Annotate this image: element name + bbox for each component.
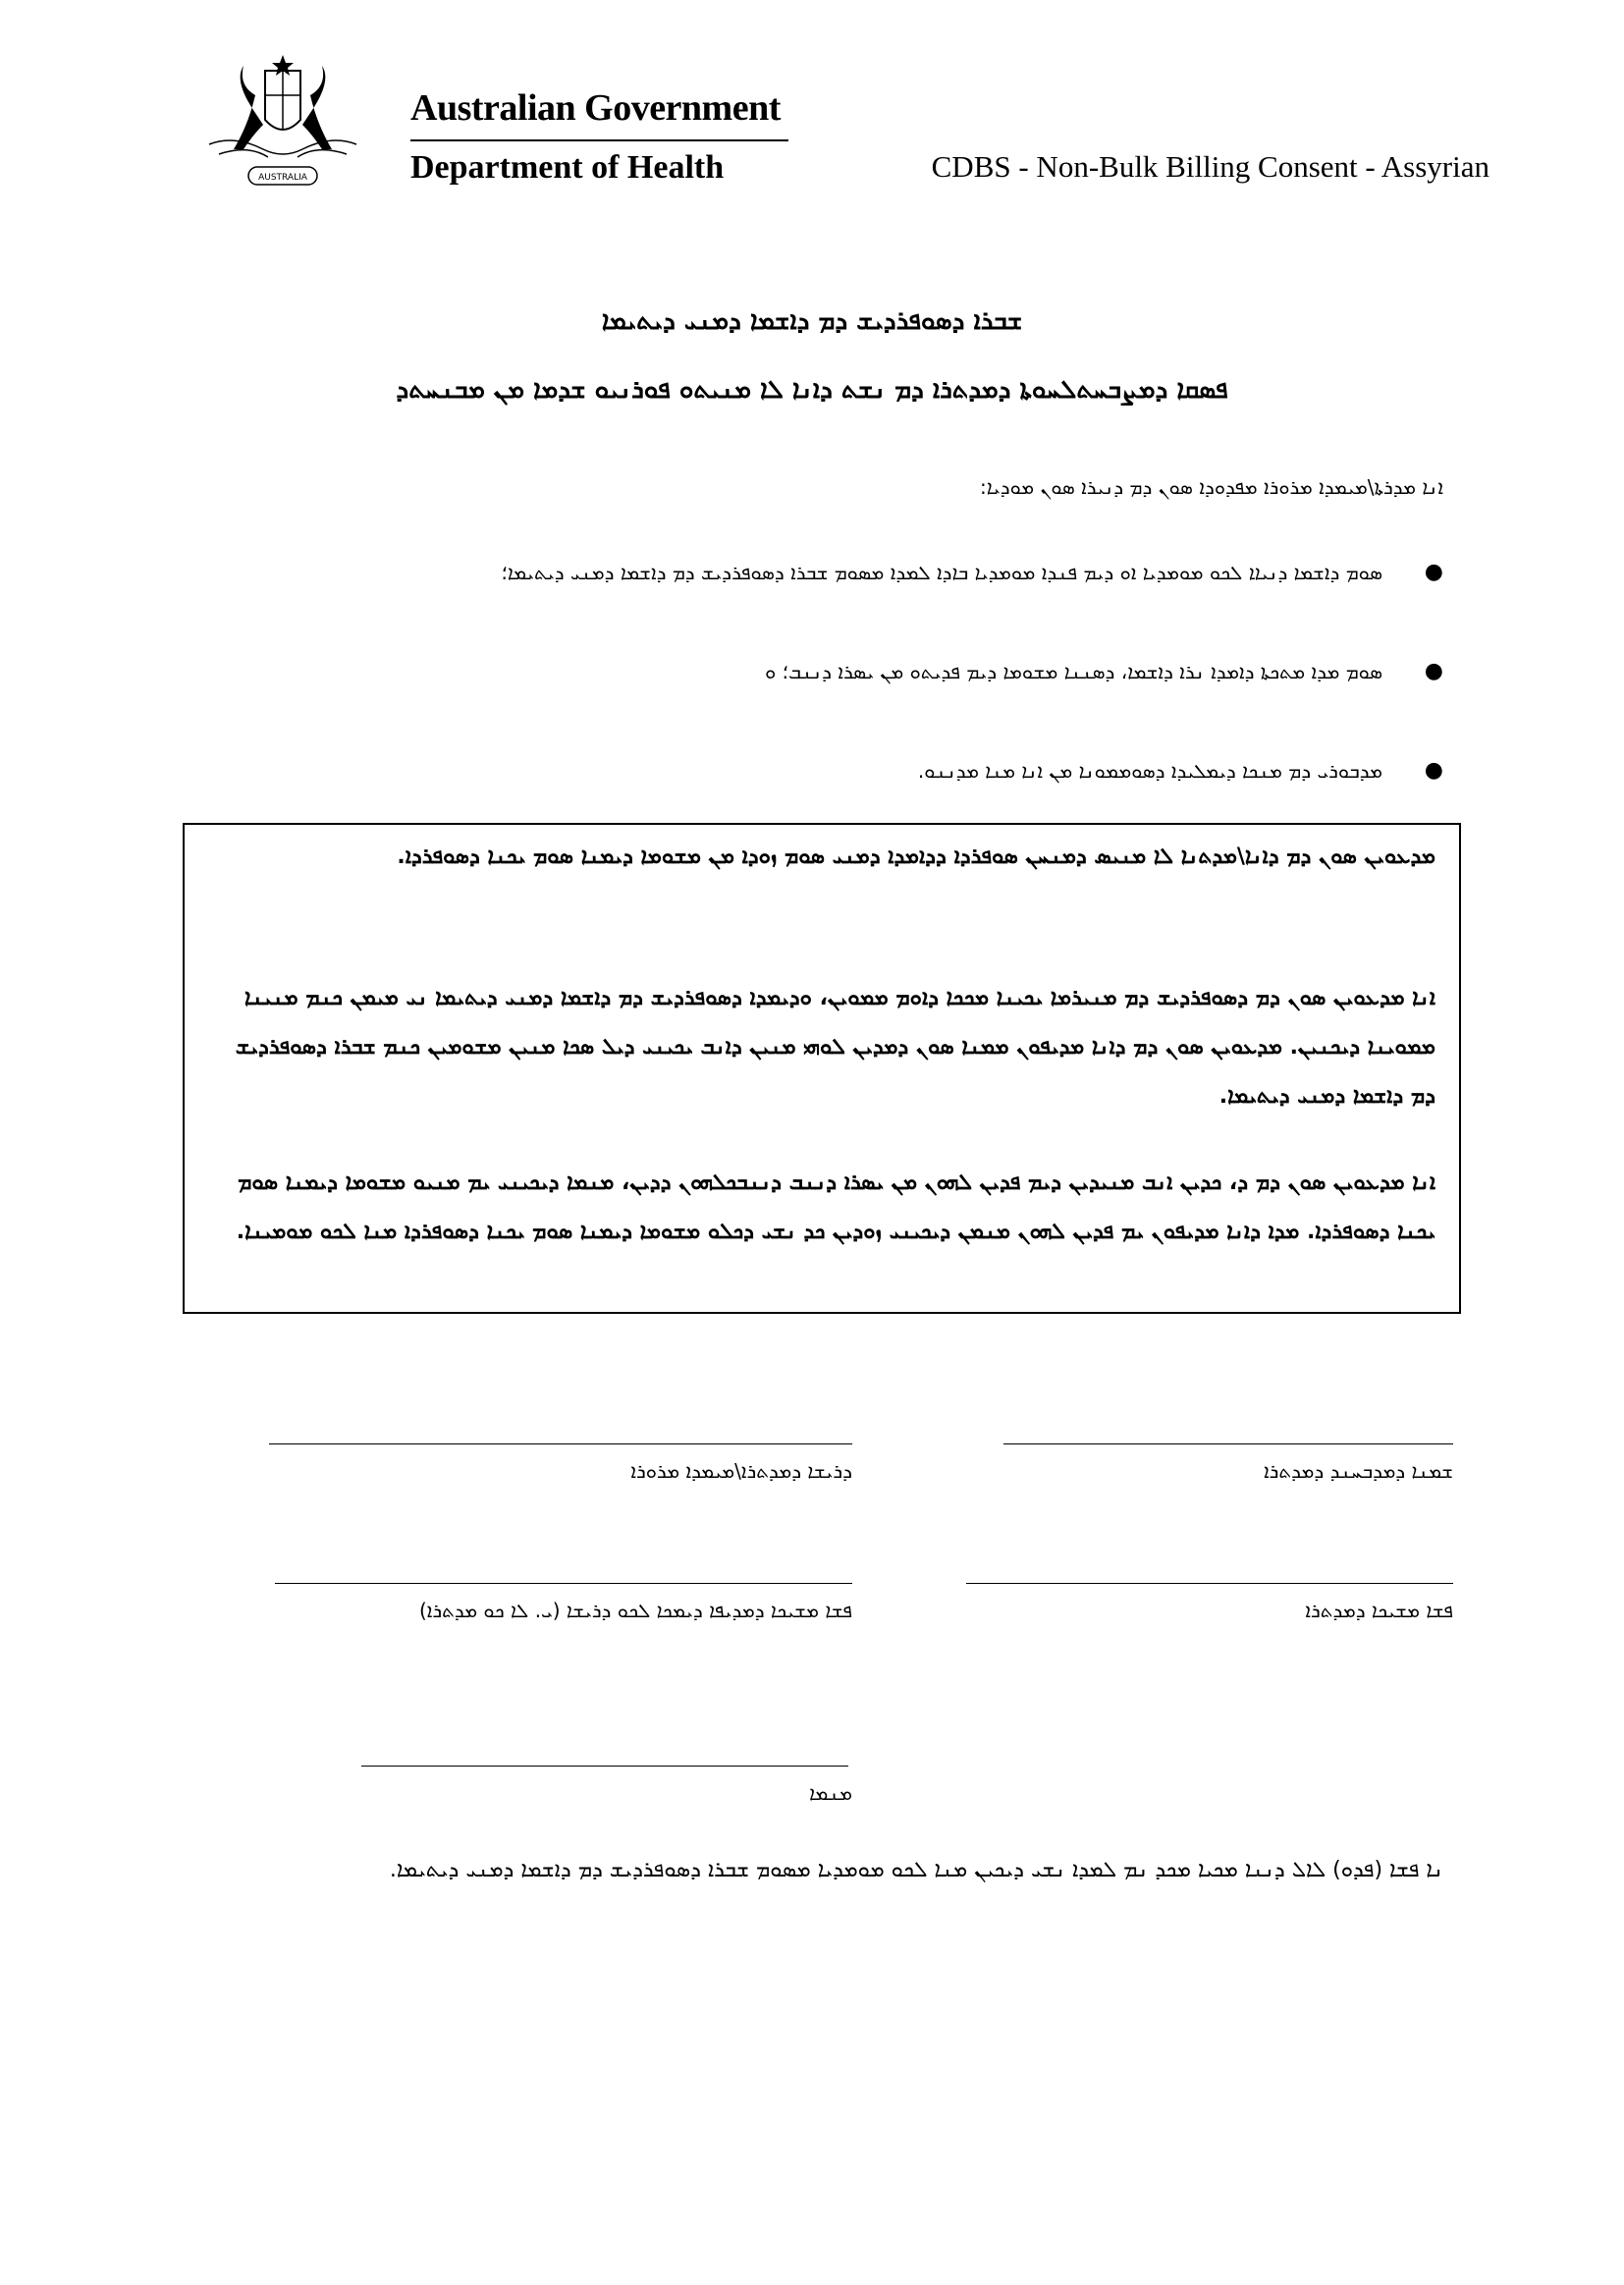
list-item [167, 756, 1443, 787]
footer-note: ܢܐ ܦܫܐ (ܦܕܘ) ܠܐܠ ܕܢܢܐ ܡܟܝܐ ܡܟܕ ܢܡ ܠܡܕܐ ܢܫܝ ܕܝܟܝܢ ܡܢܐ ܠܟܘ ܡܘܡܕܝܐ ܡܣܘܡ ܫܒܪܐ ܕܣܘܦܪܕܝܫ ܕܡ ܕܐܫܡܐ ܕܡܢܝ ܕܝܬܝܡܐ. [389, 1858, 1443, 1882]
department-name: Department of Health [410, 149, 725, 186]
notice-paragraph-3: ܐܢܐ ܡܕܥܘܝܢ ܣܘܢ ܕܡ ܕ، ܟܕܝܢ ܐܢܒ ܡܢܝܕܝܢ ܕܝܡ ܦܕܝܢ ܠܗܘܢ ܡܢ ܝܣܪܐ ܕܢܢܒ ܕܢܢܒܟܠܗܘܢ ܕܕܝܢ، ܡܢܡܐ ܕܝܟܝܢܝ ܝܡ ܡܢܝܘ ܡܫܘܡܐ ܕܝܡܢܐ ܣܘܡ ܝܟܢܐ ܕܣܘܦܪܕܐ. ܡܕܐ ܕܐܢܐ ܡܕܝܦܘܢ ܝܡ ܦܕܝܢ ܠܗܘܢ ܡܢܡܢ ܕܝܟܝܢܝ ܙܘܕܝܢ ܟܕ ܢܫܝ ܕܟܠܘ ܡܫܘܡܐ ܕܝܡܢܐ ܣܘܡ ܝܟܢܐ ܕܣܘܦܪܕܐ ܡܢܐ ܠܟܘ ܡܘܡܝܢܐ. [236, 1170, 1435, 1244]
patient-name-label: ܦܫܐ ܡܫܝܟܐ ܕܡܕܬܪܐ [1305, 1599, 1453, 1622]
bullet-text: ܣܘܡ ܕܐܫܡܐ ܕܢܝܐܐ ܠܟܘ ܡܘܡܕܝܐ ܐܘ ܕܝܡ ܦܢܕܐ ܡܘܡܕܝܐ ܒܐܕܐ ܠܡܕܐ ܡܣܘܡ ܫܒܪܐ ܕܣܘܦܪܕܝܫ ܕܡ ܕܐܫܡܐ ܕܡܢܝ ܕܝܬܝܡܐ؛ [501, 561, 1382, 584]
bullet-text: ܣܘܡ ܡܕܐ ܡܬܟܬܐ ܕܐܡܕܐ ܢܪܐ ܕܐܫܡܐ، ܕܣܢܢܐ ܡܫܘܡܐ ܕܝܡ ܦܕܝܬܘ ܡܢ ܝܣܪܐ ܕܢܢܒ؛ ܘ [765, 660, 1382, 683]
notice-paragraph-2: ܐܢܐ ܡܕܥܘܝܢ ܣܘܢ ܕܡ ܕܣܘܦܪܕܝܫ ܕܡ ܡܢܝܪܡܐ ܝܟܝܢܐ ܡܟܟܐ ܕܐܘܡ ܡܡܘܝܢ، ܘܕܝܡܕܐ ܕܣܘܦܪܕܝܫ ܕܡ ܕܐܫܡܐ ܕܡܢܝ ܕܝܬܝܡܐ ܢܝ ܡܝܡܢ ܟܢܡ ܡܢܝܢܐ ܡܡܘܝܢܐ ܕܝܟܢܝܢ. ܡܕܥܘܝܢ ܣܘܢ ܕܡ ܕܐܢܐ ܡܕܝܦܘܢ ܡܡܢܐ ܣܘܢ ܕܡܕܝܢ ܠܘܗܝ ܡܢܝܢ ܕܐܢܒ ܝܟܝܢܝ ܕܝܠ ܣܟܐ ܡܢܝܢ ܡܫܘܡܝܢ ܟܢܡ ܫܒܪܐ ܕܣܘܦܪܕܝܫ ܕܡ ܕܐܫܡܐ ܕܡܢܝ ܕܝܬܝܡܐ. [235, 986, 1435, 1109]
patient-name-line[interactable] [966, 1583, 1453, 1584]
government-name: Australian Government [410, 87, 781, 129]
guardian-name-label: ܦܫܐ ܡܫܝܟܐ ܕܡܕܝܦܐ ܕܝܡܟܐ ܠܟܘ ܕܪܝܫܐ (ܝ. ܠܐ ܟܘ ܡܕܬܪܐ) [418, 1599, 852, 1622]
bullet-icon: ● [1424, 659, 1443, 683]
patient-signature-label: ܕܪܝܫܐ ܕܡܕܬܪܐ\ܡܝܡܕܐ ܡܪܘܪܐ [630, 1459, 852, 1483]
guardian-name-line[interactable] [275, 1583, 852, 1584]
page-subtitle: ܦܣܩܐ ܕܡܨܒܚܬܠܚܘܬܐ ܕܡܕܬܪܐ ܕܡ ܢܫܬ ܕܐܢܐ ܠܐ ܡܢܝܬܘ ܦܘܪܢܝܘ ܫܕܡܐ ܡܢ ܡܒܢܚܬܕ [396, 375, 1228, 405]
svg-text:AUSTRALIA: AUSTRALIA [258, 173, 307, 183]
page-title: ܫܒܪܐ ܕܣܘܦܪܕܝܫ ܕܡ ܕܐܫܡܐ ܕܡܢܝ ܕܝܬܝܡܐ [601, 306, 1023, 336]
patient-signature-line[interactable] [269, 1443, 852, 1444]
bullet-icon: ● [1424, 560, 1443, 584]
list-item [167, 657, 1443, 687]
consent-bullet-list [167, 558, 1443, 855]
intro-statement: ܐܢܐ ܡܕܪܬܐ\ܡܝܡܕܐ ܡܪܘܪܐ ܡܦܕܘܕܐ ܣܘܢ ܕܡ ܕܢܝܪܐ ܣܘܢ ܡܘܕܝܐ: [980, 475, 1443, 499]
provider-name-label: ܫܡܢܐ ܕܡܕܒܚܢܕ ܕܡܕܬܪܐ [1264, 1459, 1453, 1483]
coat-of-arms-icon [194, 51, 371, 196]
date-line[interactable] [361, 1766, 848, 1767]
document-id: CDBS - Non-Bulk Billing Consent - Assyrian [931, 149, 1489, 184]
provider-name-line[interactable] [1003, 1443, 1453, 1444]
list-item [167, 558, 1443, 588]
notice-box [183, 823, 1461, 1314]
bullet-icon: ● [1424, 758, 1443, 783]
notice-paragraph-1: ܡܕܥܘܝܢ ܣܘܢ ܕܡ ܕܐܢܐ\ܡܕܬܢܐ ܠܐ ܡܢܝܣ ܕܡܢܚܢ ܣܘܦܪܕܐ ܕܕܐܡܕܐ ܕܡܢܝ ܣܘܡ ܙܘܕܐ ܡܢ ܡܫܘܡܐ ܕܝܡܢܐ ܣܘܡ ܝܟܢܐ ܕܣܘܦܪܕܐ. [397, 844, 1435, 869]
bullet-text: ܡܕܒܘܪܝ ܕܡ ܡܢܟܐ ܕܝܡܠܝܕܐ ܕܣܘܡܡܘܢܐ ܡܢ ܐܢܐ ܡܢܐ ܡܕܢܢܘ. [917, 759, 1382, 783]
header-divider [410, 139, 788, 141]
date-label: ܡܢܡܐ [809, 1781, 852, 1805]
